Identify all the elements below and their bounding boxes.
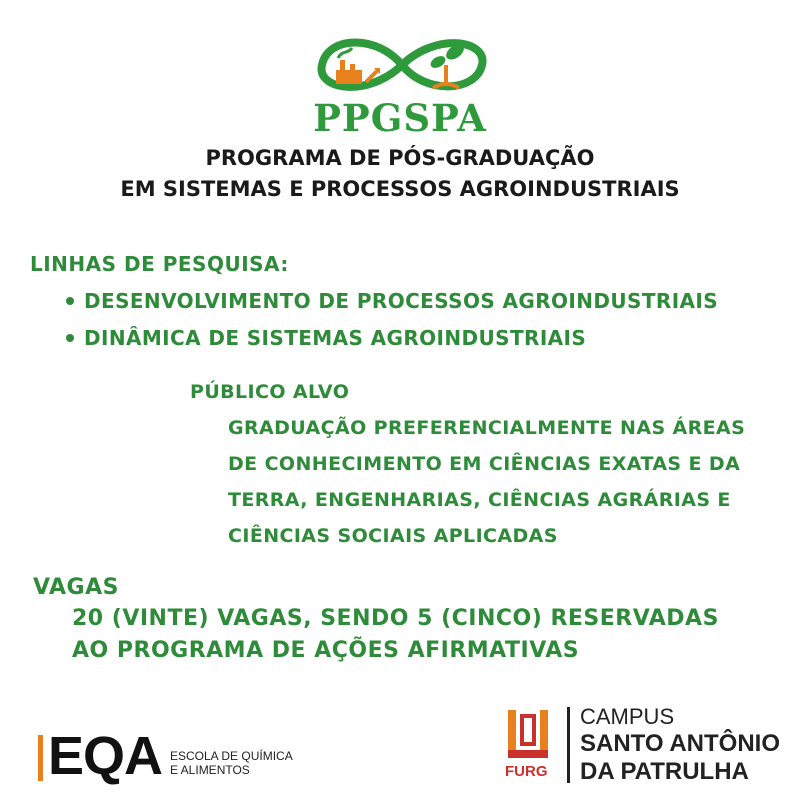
audience-line: CIÊNCIAS SOCIAIS APLICADAS [228, 525, 558, 547]
bullet-icon [66, 334, 74, 342]
research-item: DINÂMICA DE SISTEMAS AGROINDUSTRIAIS [66, 326, 586, 350]
vacancies-heading: VAGAS [33, 575, 119, 600]
vacancies-line: AO PROGRAMA DE AÇÕES AFIRMATIVAS [72, 638, 580, 663]
eqa-subtitle: ESCOLA DE QUÍMICA [170, 749, 293, 763]
bullet-icon [66, 297, 74, 305]
campus-name-line1: SANTO ANTÔNIO [580, 730, 781, 757]
furg-tower-icon [506, 706, 550, 762]
eqa-accent-bar [38, 735, 43, 781]
program-title-line2: EM SISTEMAS E PROCESSOS AGROINDUSTRIAIS [120, 177, 680, 201]
audience-line: TERRA, ENGENHARIAS, CIÊNCIAS AGRÁRIAS E [228, 489, 731, 511]
audience-line: DE CONHECIMENTO EM CIÊNCIAS EXATAS E DA [228, 453, 741, 475]
eqa-logo: EQA [48, 726, 163, 786]
audience-heading: PÚBLICO ALVO [190, 381, 350, 403]
furg-label: FURG [505, 763, 548, 780]
eqa-subtitle: E ALIMENTOS [170, 763, 250, 777]
program-title-line1: PROGRAMA DE PÓS-GRADUAÇÃO [205, 146, 595, 170]
campus-divider [567, 707, 570, 783]
infinity-leaf-factory-icon [308, 30, 496, 100]
research-item: DESENVOLVIMENTO DE PROCESSOS AGROINDUSTRIAIS [66, 289, 718, 313]
audience-line: GRADUAÇÃO PREFERENCIALMENTE NAS ÁREAS [228, 417, 746, 439]
campus-label: CAMPUS [580, 704, 675, 729]
research-heading: LINHAS DE PESQUISA: [30, 252, 289, 276]
campus-name-line2: DA PATRULHA [580, 758, 749, 785]
vacancies-line: 20 (VINTE) VAGAS, SENDO 5 (CINCO) RESERVADAS [72, 606, 719, 631]
logo-wordmark: PPGSPA [313, 96, 487, 140]
